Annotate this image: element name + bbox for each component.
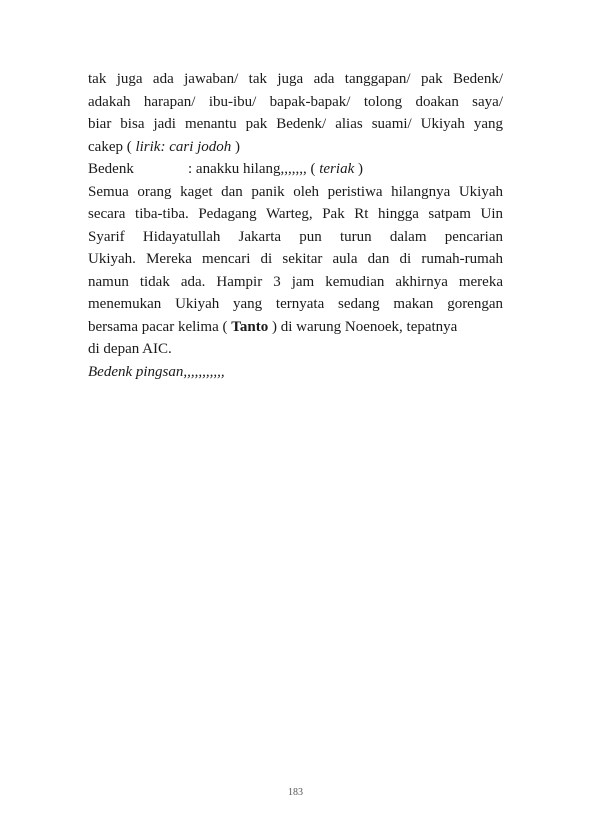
text-segment: ) bbox=[357, 161, 363, 177]
text-line: secara tiba-tiba. Pedagang Warteg, Pak Rt hingga satpam Uin bbox=[88, 206, 503, 222]
text-segment: cakep ( bbox=[88, 138, 132, 155]
text-line: tak juga ada jawaban/ tak juga ada tanggapan/ pak Bedenk/ bbox=[88, 71, 503, 87]
text-segment: ) di warung Noenoek, tepatnya bbox=[271, 318, 458, 335]
text-segment: bersama pacar kelima ( bbox=[88, 318, 228, 335]
text-line bbox=[88, 316, 503, 339]
character-name: Tanto bbox=[231, 318, 269, 335]
page-number: 183 bbox=[288, 787, 303, 798]
stage-direction: teriak bbox=[319, 161, 355, 177]
text-line: Ukiyah. Mereka mencari di sekitar aula dan di rumah-rumah bbox=[88, 251, 503, 267]
lyric-note: lirik: cari jodoh bbox=[135, 138, 232, 155]
text-line: Syarif Hidayatullah Jakarta pun turun dalam pencarian bbox=[88, 228, 503, 245]
document-body bbox=[88, 68, 503, 383]
dialogue-line bbox=[88, 158, 503, 181]
speaker-name: Bedenk bbox=[88, 161, 134, 177]
dialogue-speech: : anakku hilang,,,,,,, ( bbox=[188, 161, 316, 177]
closing-line: Bedenk pingsan,,,,,,,,,,, bbox=[88, 363, 225, 380]
text-segment: ) bbox=[235, 138, 241, 155]
text-line: namun tidak ada. Hampir 3 jam kemudian akhirnya mereka bbox=[88, 273, 503, 290]
text-line: di depan AIC. bbox=[88, 341, 172, 357]
text-line: biar bisa jadi menantu pak Bedenk/ alias suami/ Ukiyah yang bbox=[88, 116, 503, 132]
text-line: Semua orang kaget dan panik oleh peristiwa hilangnya Ukiyah bbox=[88, 183, 503, 200]
text-line bbox=[88, 136, 503, 159]
text-line: adakah harapan/ ibu-ibu/ bapak-bapak/ tolong doakan saya/ bbox=[88, 93, 503, 110]
text-line: menemukan Ukiyah yang ternyata sedang makan gorengan bbox=[88, 296, 503, 312]
